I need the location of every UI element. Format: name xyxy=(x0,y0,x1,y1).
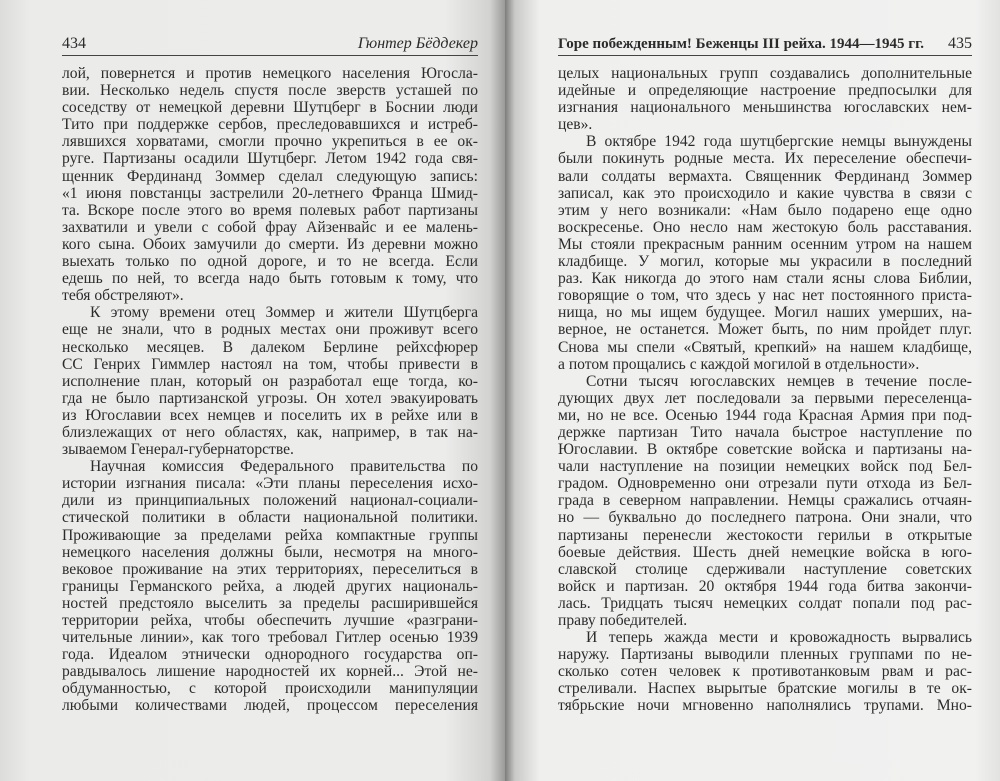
text-line: лявшихся хорватами, смогли прочно укрепиться в ее ок- xyxy=(62,133,478,151)
text-line: цев». xyxy=(558,116,593,134)
text-line: границы Германского рейха, а людей других националь- xyxy=(62,577,478,595)
text-line: стреливали. Наспех вырытые братские могилы в те ок- xyxy=(558,680,972,698)
text-line: сколько сотен человек к противотанковым рвам и рас- xyxy=(558,663,972,681)
text-line: Мы стояли прекрасным ранним осенним утром на нашем xyxy=(558,235,972,253)
text-line: были покинуть родные места. Их переселение обеспечи- xyxy=(558,150,972,168)
text-line: В октябре 1942 года шутцбергские немцы вынуждены xyxy=(586,133,972,151)
text-line: щенник Фердинанд Зоммер сделал следующую запись: xyxy=(62,167,478,185)
text-line: зываемом Генерал-губернаторстве. xyxy=(62,441,294,459)
text-line: войск и партизан. 20 октября 1944 года битва закончи- xyxy=(558,577,972,595)
page-number: 435 xyxy=(948,35,972,52)
text-line: года. Идеалом этнически однородного государства оп- xyxy=(62,646,478,664)
text-line: славской столице сдерживали наступление советских xyxy=(558,560,972,578)
text-line: чали наступление на позиции немецких войск под Бел- xyxy=(558,458,972,476)
text-line: кого сына. Обоих замучили до смерти. Из деревни можно xyxy=(62,235,478,253)
text-line: но — буквально до последнего патрона. Они знали, что xyxy=(558,509,972,527)
text-line: чительные линии», как того требовал Гитлер осенью 1939 xyxy=(62,629,478,647)
text-line: та. Вскоре после этого во время полевых работ партизаны xyxy=(62,201,478,219)
text-line: Проживающие за пределами рейха компактные группы xyxy=(62,526,478,544)
text-line: Снова мы спели «Святый, крепкий» на нашем кладбище, xyxy=(558,338,972,356)
right-page-text xyxy=(558,65,972,715)
text-line: воскресенье. Оно несло нам жестокую боль расставания. xyxy=(558,218,972,236)
left-running-header xyxy=(62,33,478,56)
text-line: едешь по ней, то всегда надо быть готовым к тому, что xyxy=(62,270,478,288)
text-line: территории рейха, чтобы обеспечить лучшие «разграни- xyxy=(62,612,478,629)
text-line: «1 июня повстанцы застрелили 20-летнего Франца Шмид- xyxy=(62,184,478,202)
running-head-chapter: Горе побежденным! Беженцы III рейха. 1944—1945 гг. xyxy=(558,36,924,52)
text-line: К этому времени отец Зоммер и жители Шутцберга xyxy=(90,304,478,322)
text-line: Тито при поддержке сербов, преследовавшихся и истреб- xyxy=(62,116,478,134)
text-line: несколько месяцев. В далеком Берлине рейхсфюрер xyxy=(62,338,478,356)
text-line: вековое проживание на этих территориях, переселиться в xyxy=(62,560,478,578)
text-line: исполнение план, который он разработал еще тогда, ко- xyxy=(62,372,478,390)
text-line: соседству от немецкой деревни Шутцберг в Боснии люди xyxy=(62,99,478,117)
text-line: наружу. Партизаны выводили пленных группами по не- xyxy=(558,646,972,664)
text-line: идейные и определяющие настроение предпосылки для xyxy=(558,82,972,100)
text-line: дили из принципиальных положений национал-социали- xyxy=(62,492,478,510)
text-line: из Югославии всех немцев и поселить их в рейхе или в xyxy=(62,406,478,424)
text-line: града в северном направлении. Немцы сражались отчаян- xyxy=(558,492,972,510)
text-line: Югославии. В октябре советские войска и партизаны на- xyxy=(558,441,972,459)
text-line: обдуманностью, с которой происходили манипуляции xyxy=(62,680,478,698)
text-line: говорящие о том, что здесь у нас нет постоянного приста- xyxy=(558,287,972,305)
text-line: изгнания национального меньшинства югославских нем- xyxy=(558,99,972,117)
text-line: лой, повернется и против немецкого населения Югосла- xyxy=(62,65,478,82)
text-line: держке партизан Тито начала быстрое наступление по xyxy=(558,423,972,441)
text-line: немецкого населения должны были, несмотря на много- xyxy=(62,543,478,561)
right-running-header xyxy=(558,33,972,56)
text-line: СС Генрих Гиммлер настоял на том, чтобы привести в xyxy=(62,355,478,373)
text-line: истории изгнания писала: «Эти планы переселения исхо- xyxy=(62,475,478,493)
text-line: нища, но мы ищем будущее. Могил наших умерших, на- xyxy=(558,304,972,322)
text-line: Сотни тысяч югославских немцев в течение после- xyxy=(586,372,972,390)
text-line: выехать только по одной дороге, и то не всегда. Если xyxy=(62,253,478,271)
text-line: захватили и увели с собой фрау Айзенвайс и ее малень- xyxy=(62,218,478,236)
text-line: тебя обстреляют». xyxy=(62,287,184,305)
text-line: вали солдаты вермахта. Священник Фердинанд Зоммер xyxy=(558,167,972,185)
text-line: Научная комиссия Федерального правительства по xyxy=(90,458,478,476)
text-line: верное, не останется. Может быть, по ним пройдет плуг. xyxy=(558,321,972,339)
text-line: кладбище. У могил, которые мы украсили в последний xyxy=(558,253,972,271)
text-line: равдывалось лишение народностей их корней... Этой не- xyxy=(62,663,478,681)
text-line: гда не было партизанской угрозы. Он хотел эвакуировать xyxy=(62,389,478,407)
text-line: градом. Одновременно они отрезали пути отхода из Бел- xyxy=(558,475,972,493)
page-number: 434 xyxy=(62,35,86,52)
text-line: партизаны перенесли жестокости герильи в открытые xyxy=(558,526,972,544)
running-head-author: Гюнтер Бёддекер xyxy=(357,35,478,52)
text-line: праву победителей. xyxy=(558,612,688,629)
text-line: близлежащих от него областях, как, например, в так на- xyxy=(62,423,478,441)
text-line: еще не знали, что в родных местах они проживут всего xyxy=(62,321,478,339)
text-line: вии. Несколько недель спустя после зверств усташей по xyxy=(62,82,478,100)
text-line: этим у него возникали: «Нам было подарено еще одно xyxy=(558,201,972,219)
text-line: ми, но не все. Осенью 1944 года Красная Армия при под- xyxy=(558,406,972,424)
text-line: раз. Как никогда до этого нам стали ясны слова Библии, xyxy=(558,270,972,288)
left-page-text xyxy=(62,65,478,715)
text-line: лась. Тридцать тысяч немецких солдат попали под рас- xyxy=(558,594,972,612)
text-line: тябрьские ночи мгновенно наполнялись трупами. Мно- xyxy=(558,697,972,715)
text-line: дующих двух лет последовали за первыми переселенца- xyxy=(558,389,972,407)
text-line: руге. Партизаны осадили Шутцберг. Летом 1942 года свя- xyxy=(62,150,478,168)
text-line: стической политики в области национальной политики. xyxy=(62,509,478,527)
text-line: записал, как это происходило и какие чувства в связи с xyxy=(558,184,972,202)
text-line: а потом прощались с каждой могилой в отдельности». xyxy=(558,355,920,373)
right-page xyxy=(505,0,1000,781)
text-line: любыми количествами людей, процессом переселения xyxy=(62,697,478,715)
text-line: ностей предстояло выселить за пределы расширившейся xyxy=(62,594,478,612)
text-line: целых национальных групп создавались дополнительные xyxy=(558,65,972,82)
text-line: боевые действия. Шесть дней немецкие войска в юго- xyxy=(558,543,972,561)
text-line: И теперь жажда мести и кровожадность вырвались xyxy=(586,629,972,647)
